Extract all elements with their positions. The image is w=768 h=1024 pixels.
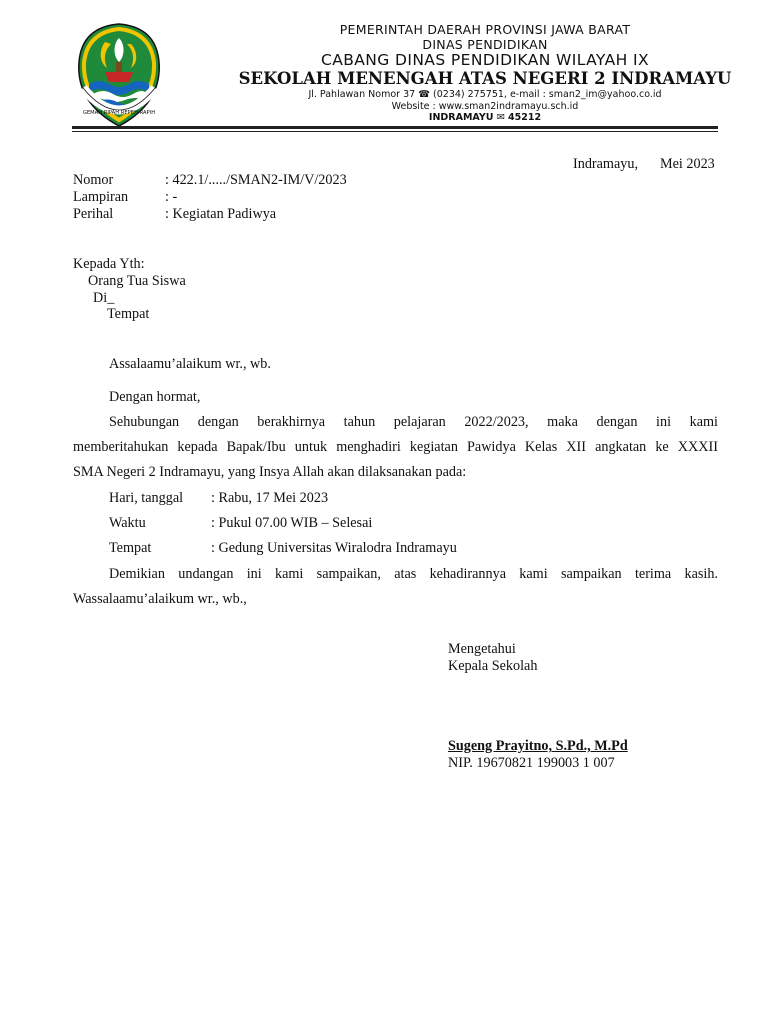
perihal-value: : Kegiatan Padiwya [165,206,277,222]
paragraph-1-line-1: Sehubungan dengan berakhirnya tahun pelajaran 2022/2023, maka dengan ini kami [109,414,718,430]
recipient-name: Orang Tua Siswa [88,273,186,289]
signature-position: Kepala Sekolah [448,658,538,674]
recipient-tempat: Tempat [107,306,150,322]
kop-branch: CABANG DINAS PENDIDIKAN WILAYAH IX [321,51,649,69]
greeting-salam: Assalaamu’alaikum wr., wb. [109,356,271,372]
hari-label: Hari, tanggal [109,490,184,506]
nomor-label: Nomor [73,172,114,188]
jabar-emblem-logo [75,22,163,128]
perihal-label: Perihal [73,206,114,222]
place-city: Indramayu, [573,156,639,172]
greeting-hormat: Dengan hormat, [109,389,201,405]
hari-value: : Rabu, 17 Mei 2023 [211,490,329,506]
logo-motto: GEMAH RIPAH REPEH RAPIH [82,110,156,116]
waktu-value: : Pukul 07.00 WIB – Selesai [211,515,373,531]
lampiran-label: Lampiran [73,189,129,205]
nomor-value: : 422.1/...../SMAN2-IM/V/2023 [165,172,347,188]
recipient-di: Di_ [93,290,115,306]
kop-department: DINAS PENDIDIKAN [422,37,548,52]
recipient-kepada: Kepada Yth: [73,256,145,272]
kop-government: PEMERINTAH DAERAH PROVINSI JAWA BARAT [339,22,631,37]
waktu-label: Waktu [109,515,146,531]
kop-website: Website : www.sman2indramayu.sch.id [391,101,579,112]
lampiran-value: : - [165,189,178,205]
kop-address: Jl. Pahlawan Nomor 37 ☎ (0234) 275751, e-mail : sman2_im@yahoo.co.id [308,89,662,100]
kop-city-postcode: INDRAMAYU ✉ 45212 [428,112,542,123]
tempat-value: : Gedung Universitas Wiralodra Indramayu [211,540,457,556]
signature-name: Sugeng Prayitno, S.Pd., M.Pd [448,738,628,754]
letterhead-divider-thick [72,126,718,129]
letter-date: Mei 2023 [660,156,715,172]
closing-line-2: Wassalaamu’alaikum wr., wb., [73,591,247,607]
letterhead-divider-thin [72,131,718,132]
signature-nip: NIP. 19670821 199003 1 007 [448,755,615,771]
signature-mengetahui: Mengetahui [448,641,516,657]
tempat-label: Tempat [109,540,152,556]
kop-school-name: SEKOLAH MENENGAH ATAS NEGERI 2 INDRAMAYU [238,69,732,88]
closing-line-1: Demikian undangan ini kami sampaikan, atas kehadirannya kami sampaikan terima kasih. [109,566,718,582]
paragraph-1-line-3: SMA Negeri 2 Indramayu, yang Insya Allah akan dilaksanakan pada: [73,464,467,480]
paragraph-1-line-2: memberitahukan kepada Bapak/Ibu untuk menghadiri kegiatan Pawidya Kelas XII angkatan ke XXXII [73,439,718,455]
